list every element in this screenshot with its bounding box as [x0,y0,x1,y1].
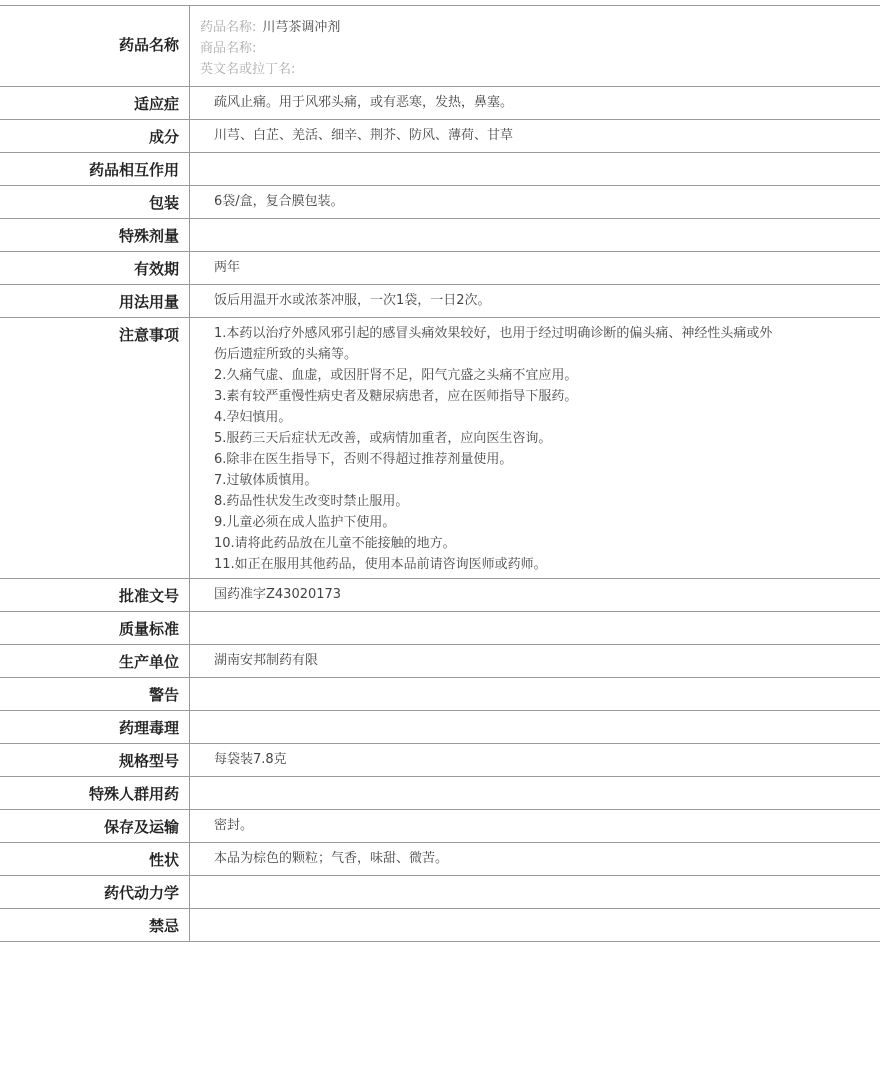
row-cautions [0,318,880,579]
row-pharmacology [0,711,880,744]
row-special-population [0,777,880,810]
row-usage [0,285,880,318]
drug-info-table [0,5,880,942]
row-value: 每袋装7.8克 [214,752,287,767]
row-value [190,153,880,185]
row-label: 规格型号 [0,744,190,776]
row-label: 性状 [0,843,190,875]
drug-name-label: 药品名称: [200,20,257,35]
row-value: 密封。 [214,818,254,833]
row-value: 湖南安邦制药有限 [214,653,319,668]
drug-name-value: 川芎茶调冲剂 [262,20,341,35]
caution-item: 8.药品性状发生改变时禁止服用。 [214,494,409,509]
row-label: 批准文号 [0,579,190,611]
caution-item: 11.如正在服用其他药品，使用本品前请咨询医师或药师。 [214,557,547,572]
name-block [190,6,880,86]
row-value [190,711,880,743]
drug-name-line [200,17,870,38]
row-value: 川芎、白芷、羌活、细辛、荆芥、防风、薄荷、甘草 [214,128,514,143]
row-approval-number [0,579,880,612]
row-quality-standard [0,612,880,645]
row-label: 包装 [0,186,190,218]
caution-item: 4.孕妇慎用。 [214,410,292,425]
row-special-dosage [0,219,880,252]
row-pharmacokinetics [0,876,880,909]
row-description [0,843,880,876]
row-value: 疏风止痛。用于风邪头痛，或有恶寒，发热，鼻塞。 [214,95,514,110]
row-value [190,876,880,908]
row-label: 保存及运输 [0,810,190,842]
row-value: 两年 [214,260,241,275]
caution-item: 7.过敏体质慎用。 [214,473,318,488]
caution-item: 2.久痛气虚、血虚，或因肝肾不足，阳气亢盛之头痛不宜应用。 [214,368,578,383]
caution-item: 6.除非在医生指导下，否则不得超过推荐剂量使用。 [214,452,513,467]
caution-item: 5.服药三天后症状无改善，或病情加重者，应向医生咨询。 [214,431,552,446]
row-ingredients [0,120,880,153]
row-label: 适应症 [0,87,190,119]
row-value [190,678,880,710]
row-value [190,219,880,251]
row-label: 禁忌 [0,909,190,941]
row-warning [0,678,880,711]
row-contraindications [0,909,880,942]
caution-item: 10.请将此药品放在儿童不能接触的地方。 [214,536,456,551]
row-label: 药品相互作用 [0,153,190,185]
english-name-label: 英文名或拉丁名: [200,62,296,77]
row-label: 注意事项 [0,318,190,578]
row-label: 药理毒理 [0,711,190,743]
row-packaging [0,186,880,219]
row-manufacturer [0,645,880,678]
caution-item: 9.儿童必须在成人监护下使用。 [214,515,396,530]
row-indications [0,87,880,120]
row-specification [0,744,880,777]
row-value: 饭后用温开水或浓茶冲服，一次1袋，一日2次。 [214,293,491,308]
row-label: 药代动力学 [0,876,190,908]
row-label: 特殊人群用药 [0,777,190,809]
row-shelf-life [0,252,880,285]
row-value [190,777,880,809]
row-label: 警告 [0,678,190,710]
caution-item: 1.本药以治疗外感风邪引起的感冒头痛效果较好，也用于经过明确诊断的偏头痛、神经性头痛或外伤后遗症所致的头痛等。 [214,326,773,362]
row-interactions [0,153,880,186]
row-label: 特殊剂量 [0,219,190,251]
row-value [190,612,880,644]
cautions-list [190,318,880,578]
trade-name-label: 商品名称: [200,41,257,56]
row-storage [0,810,880,843]
row-value: 本品为棕色的颗粒；气香，味甜、微苦。 [214,851,449,866]
trade-name-line [200,38,870,59]
row-label: 有效期 [0,252,190,284]
row-label: 生产单位 [0,645,190,677]
row-value: 国药准字Z43020173 [214,587,342,602]
row-label: 成分 [0,120,190,152]
row-drug-name [0,6,880,87]
row-value: 6袋/盒，复合膜包装。 [214,194,344,209]
row-label: 用法用量 [0,285,190,317]
caution-item: 3.素有较严重慢性病史者及糖尿病患者，应在医师指导下服药。 [214,389,578,404]
row-value [190,909,880,941]
row-label: 药品名称 [0,6,190,86]
english-name-line [200,59,870,80]
row-label: 质量标准 [0,612,190,644]
